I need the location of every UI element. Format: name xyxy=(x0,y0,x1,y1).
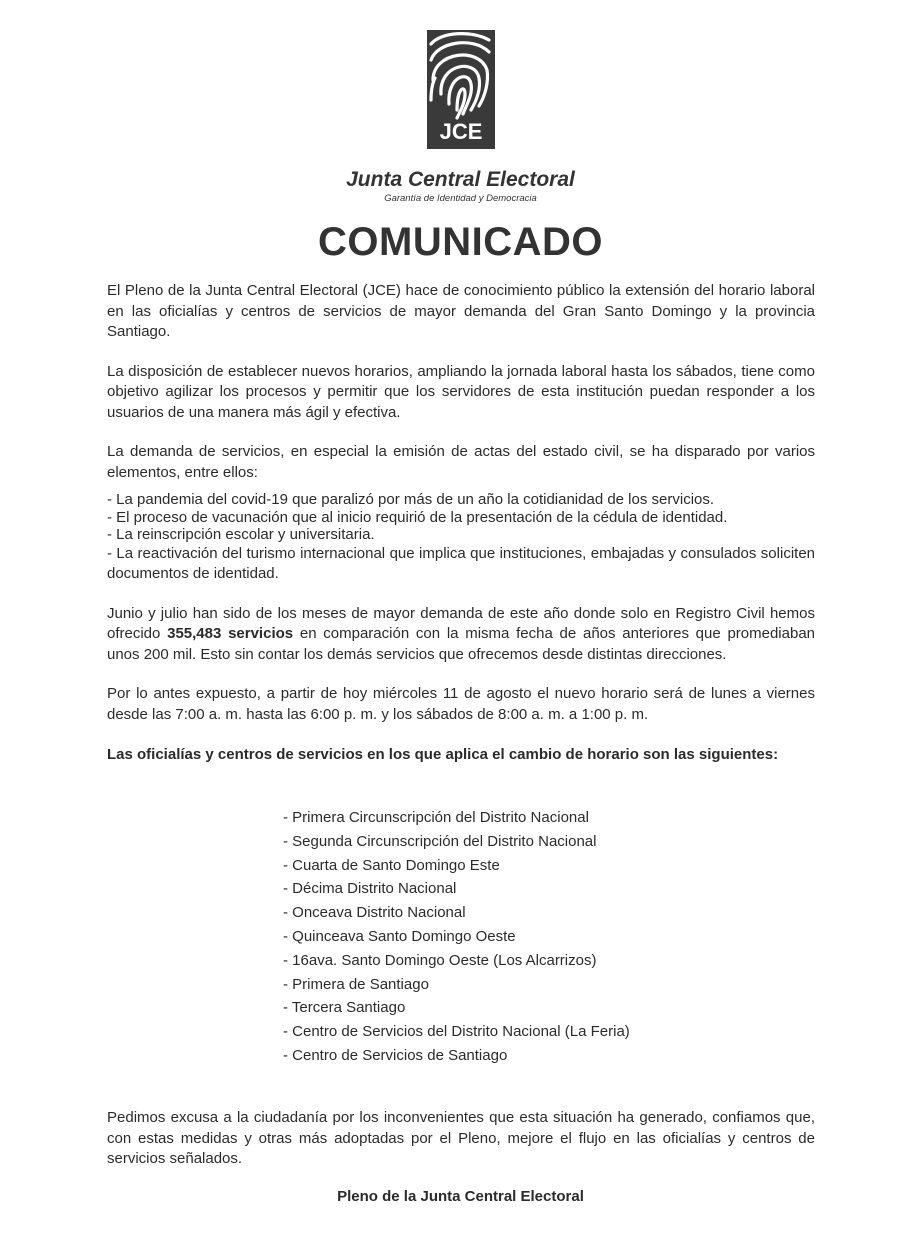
org-name: Junta Central Electoral xyxy=(346,168,575,191)
reason-item: - La reactivación del turismo internacional que implica que instituciones, embajadas y consulados soliciten documentos de identidad. xyxy=(107,544,815,582)
services-count: 355,483 servicios xyxy=(167,625,294,642)
demand-paragraph xyxy=(107,604,815,666)
center-item: - Segunda Circunscripción del Distrito Nacional xyxy=(283,832,597,850)
reason-item: - La pandemia del covid-19 que paralizó por más de un año la cotidianidad de los servicios. xyxy=(107,491,715,508)
objective-paragraph: La disposición de establecer nuevos horarios, ampliando la jornada laboral hasta los sábados, tiene como objetivo agilizar los procesos y permitir que los servidores de esta institución puedan responder a los usuarios de una manera más ágil y efectiva. xyxy=(107,362,815,421)
center-item: - Centro de Servicios del Distrito Nacional (La Feria) xyxy=(283,1023,630,1041)
center-item: - Primera de Santiago xyxy=(283,975,429,993)
demand-intro-paragraph: La demanda de servicios, en especial la emisión de actas del estado civil, se ha disparado por varios elementos, entre ellos: xyxy=(107,443,815,481)
center-item: - Primera Circunscripción del Distrito Nacional xyxy=(283,809,589,826)
demand-text-after: en comparación con la misma fecha de años anteriores que promediaban unos 200 mil. Esto sin contar los demás servicios que ofrecemos desde distintas direcciones. xyxy=(107,625,816,663)
signature: Pleno de la Junta Central Electoral xyxy=(337,1188,584,1205)
org-tagline: Garantía de Identidad y Democracia xyxy=(384,193,537,204)
page-title: COMUNICADO xyxy=(318,220,603,264)
center-item: - Décima Distrito Nacional xyxy=(283,880,457,898)
closing-section xyxy=(107,1108,815,1170)
communique-body xyxy=(107,281,815,766)
jce-logo xyxy=(427,30,495,149)
center-item: - Cuarta de Santo Domingo Este xyxy=(283,856,500,874)
logo-text: JCE xyxy=(439,119,483,144)
closing-paragraph: Pedimos excusa a la ciudadanía por los inconvenientes que esta situación ha generado, confiamos que, con estas medidas y otras más adoptadas por el Pleno, mejore el flujo en las oficialías y centros de servicios señalados. xyxy=(107,1109,815,1167)
reason-item: - El proceso de vacunación que al inicio requirió de la presentación de la cédula de identidad. xyxy=(107,508,728,526)
center-item: - Quinceava Santo Domingo Oeste xyxy=(283,927,516,945)
center-item: - Tercera Santiago xyxy=(283,999,406,1017)
demand-text-before: Junio y julio han sido de los meses de mayor demanda de este año donde solo en Registro Civil hemos ofrecido xyxy=(107,604,815,642)
reason-item: - La reinscripción escolar y universitaria. xyxy=(107,526,375,543)
centers-heading: Las oficialías y centros de servicios en los que aplica el cambio de horario son las siguientes: xyxy=(107,746,779,763)
fingerprint-icon xyxy=(427,30,495,122)
schedule-paragraph: Por lo antes expuesto, a partir de hoy miércoles 11 de agosto el nuevo horario será de lunes a viernes desde las 7:00 a. m. hasta las 6:00 p. m. y los sábados de 8:00 a. m. a 1:00 p. m. xyxy=(107,685,815,723)
center-item: - Onceava Distrito Nacional xyxy=(283,904,466,922)
intro-paragraph: El Pleno de la Junta Central Electoral (JCE) hace de conocimiento público la extensión del horario laboral en las oficialías y centros de servicios de mayor demanda del Gran Santo Domingo y la provincia Santiago. xyxy=(107,282,815,340)
center-item: - 16ava. Santo Domingo Oeste (Los Alcarrizos) xyxy=(283,951,597,969)
reasons-list xyxy=(107,491,815,585)
center-item: - Centro de Servicios de Santiago xyxy=(283,1046,508,1064)
centers-list xyxy=(283,806,630,1068)
